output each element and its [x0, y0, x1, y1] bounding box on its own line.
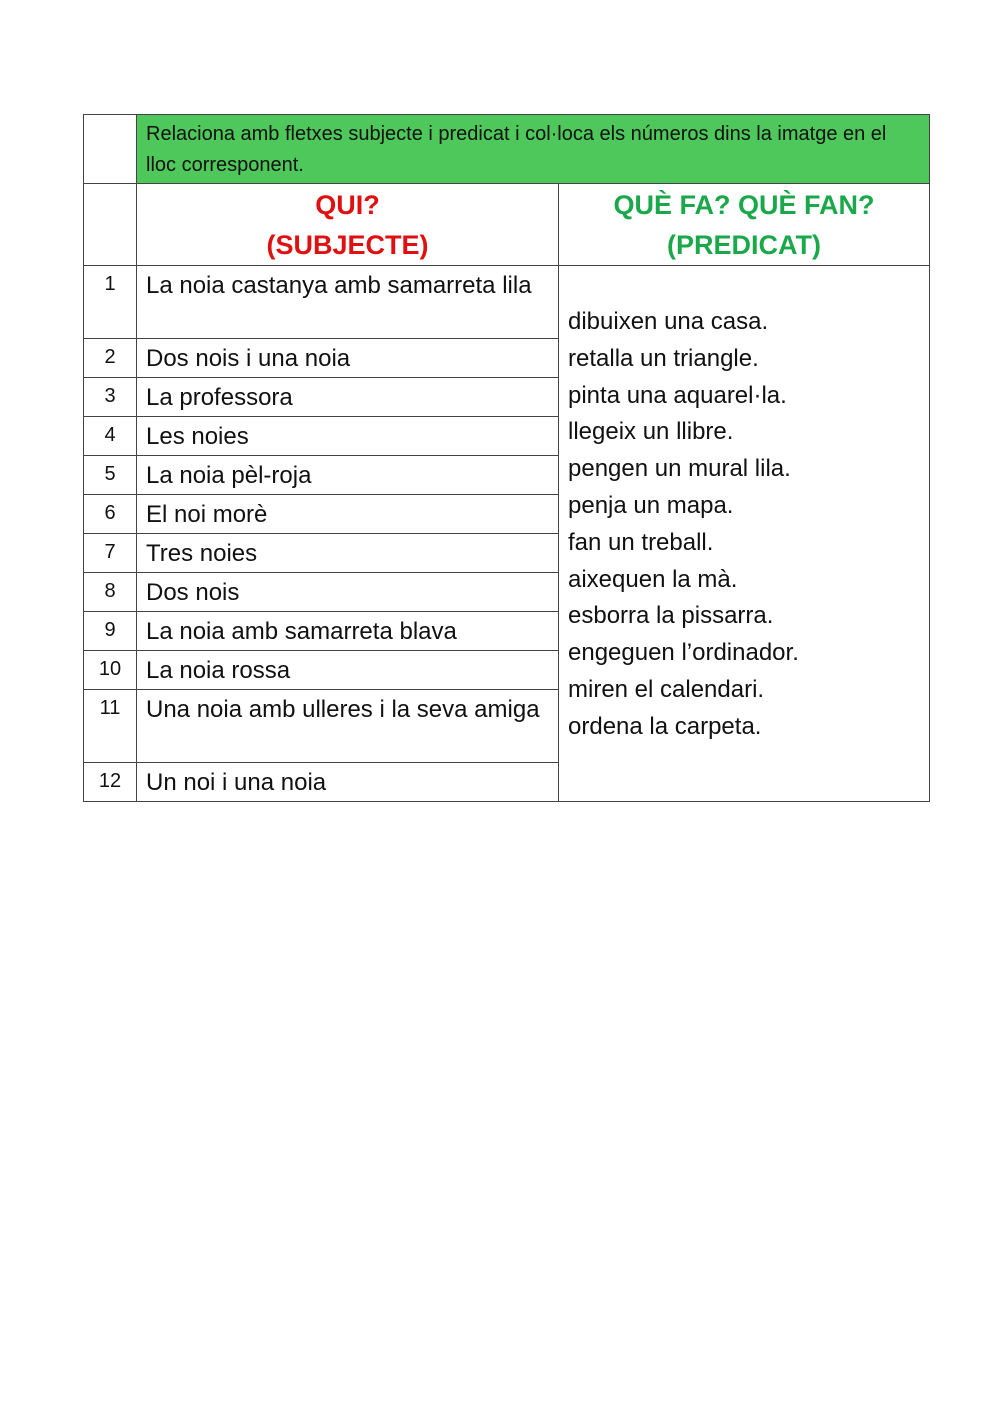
- instruction-corner-cell: [84, 115, 137, 184]
- subject-text: Les noies: [137, 417, 559, 456]
- subject-text: El noi morè: [137, 495, 559, 534]
- instruction-text: Relaciona amb fletxes subjecte i predicat i col·loca els números dins la imatge en el lloc corresponent.: [137, 115, 930, 184]
- row-number: 2: [84, 339, 137, 378]
- predicate-item: fan un treball.: [568, 528, 714, 556]
- header-corner-cell: [84, 184, 137, 266]
- predicate-item: aixequen la mà.: [568, 565, 738, 593]
- subject-text: Una noia amb ulleres i la seva amiga: [137, 690, 559, 763]
- header-row: [84, 184, 930, 266]
- predicate-item: dibuixen una casa.: [568, 308, 769, 335]
- subject-row: [84, 266, 930, 339]
- subject-text: Un noi i una noia: [137, 763, 559, 802]
- subject-text: La noia pèl-roja: [137, 456, 559, 495]
- predicate-header-title: QUÈ FA? QUÈ FAN?: [613, 190, 875, 220]
- row-number: 12: [84, 763, 137, 802]
- subject-text: La noia castanya amb samarreta lila: [137, 266, 559, 339]
- predicate-item: ordena la carpeta.: [568, 712, 762, 740]
- subject-header-subtitle: (SUBJECTE): [266, 230, 429, 260]
- subject-header: [137, 184, 559, 266]
- row-number: 9: [84, 612, 137, 651]
- row-number: 5: [84, 456, 137, 495]
- row-number: 4: [84, 417, 137, 456]
- subject-text: Tres noies: [137, 534, 559, 573]
- predicate-item: miren el calendari.: [568, 675, 765, 703]
- predicate-header-subtitle: (PREDICAT): [667, 230, 821, 260]
- worksheet-table: [83, 114, 930, 802]
- row-number: 8: [84, 573, 137, 612]
- row-number: 3: [84, 378, 137, 417]
- instruction-row: [84, 115, 930, 184]
- subject-text: Dos nois i una noia: [137, 339, 559, 378]
- row-number: 11: [84, 690, 137, 763]
- row-number: 1: [84, 266, 137, 339]
- predicate-header: [559, 184, 930, 266]
- predicate-item: penja un mapa.: [568, 491, 734, 519]
- subject-text: La noia rossa: [137, 651, 559, 690]
- subject-text: Dos nois: [137, 573, 559, 612]
- subject-header-title: QUI?: [315, 190, 380, 220]
- predicate-list: [559, 266, 930, 802]
- subject-text: La noia amb samarreta blava: [137, 612, 559, 651]
- predicate-item: llegeix un llibre.: [568, 418, 734, 446]
- subject-text: La professora: [137, 378, 559, 417]
- row-number: 7: [84, 534, 137, 573]
- row-number: 10: [84, 651, 137, 690]
- predicate-item: pinta una aquarel·la.: [568, 381, 787, 409]
- predicate-item: engeguen l’ordinador.: [568, 639, 799, 667]
- predicate-item: retalla un triangle.: [568, 344, 759, 372]
- predicate-item: pengen un mural lila.: [568, 455, 791, 483]
- predicate-item: esborra la pissarra.: [568, 602, 774, 630]
- row-number: 6: [84, 495, 137, 534]
